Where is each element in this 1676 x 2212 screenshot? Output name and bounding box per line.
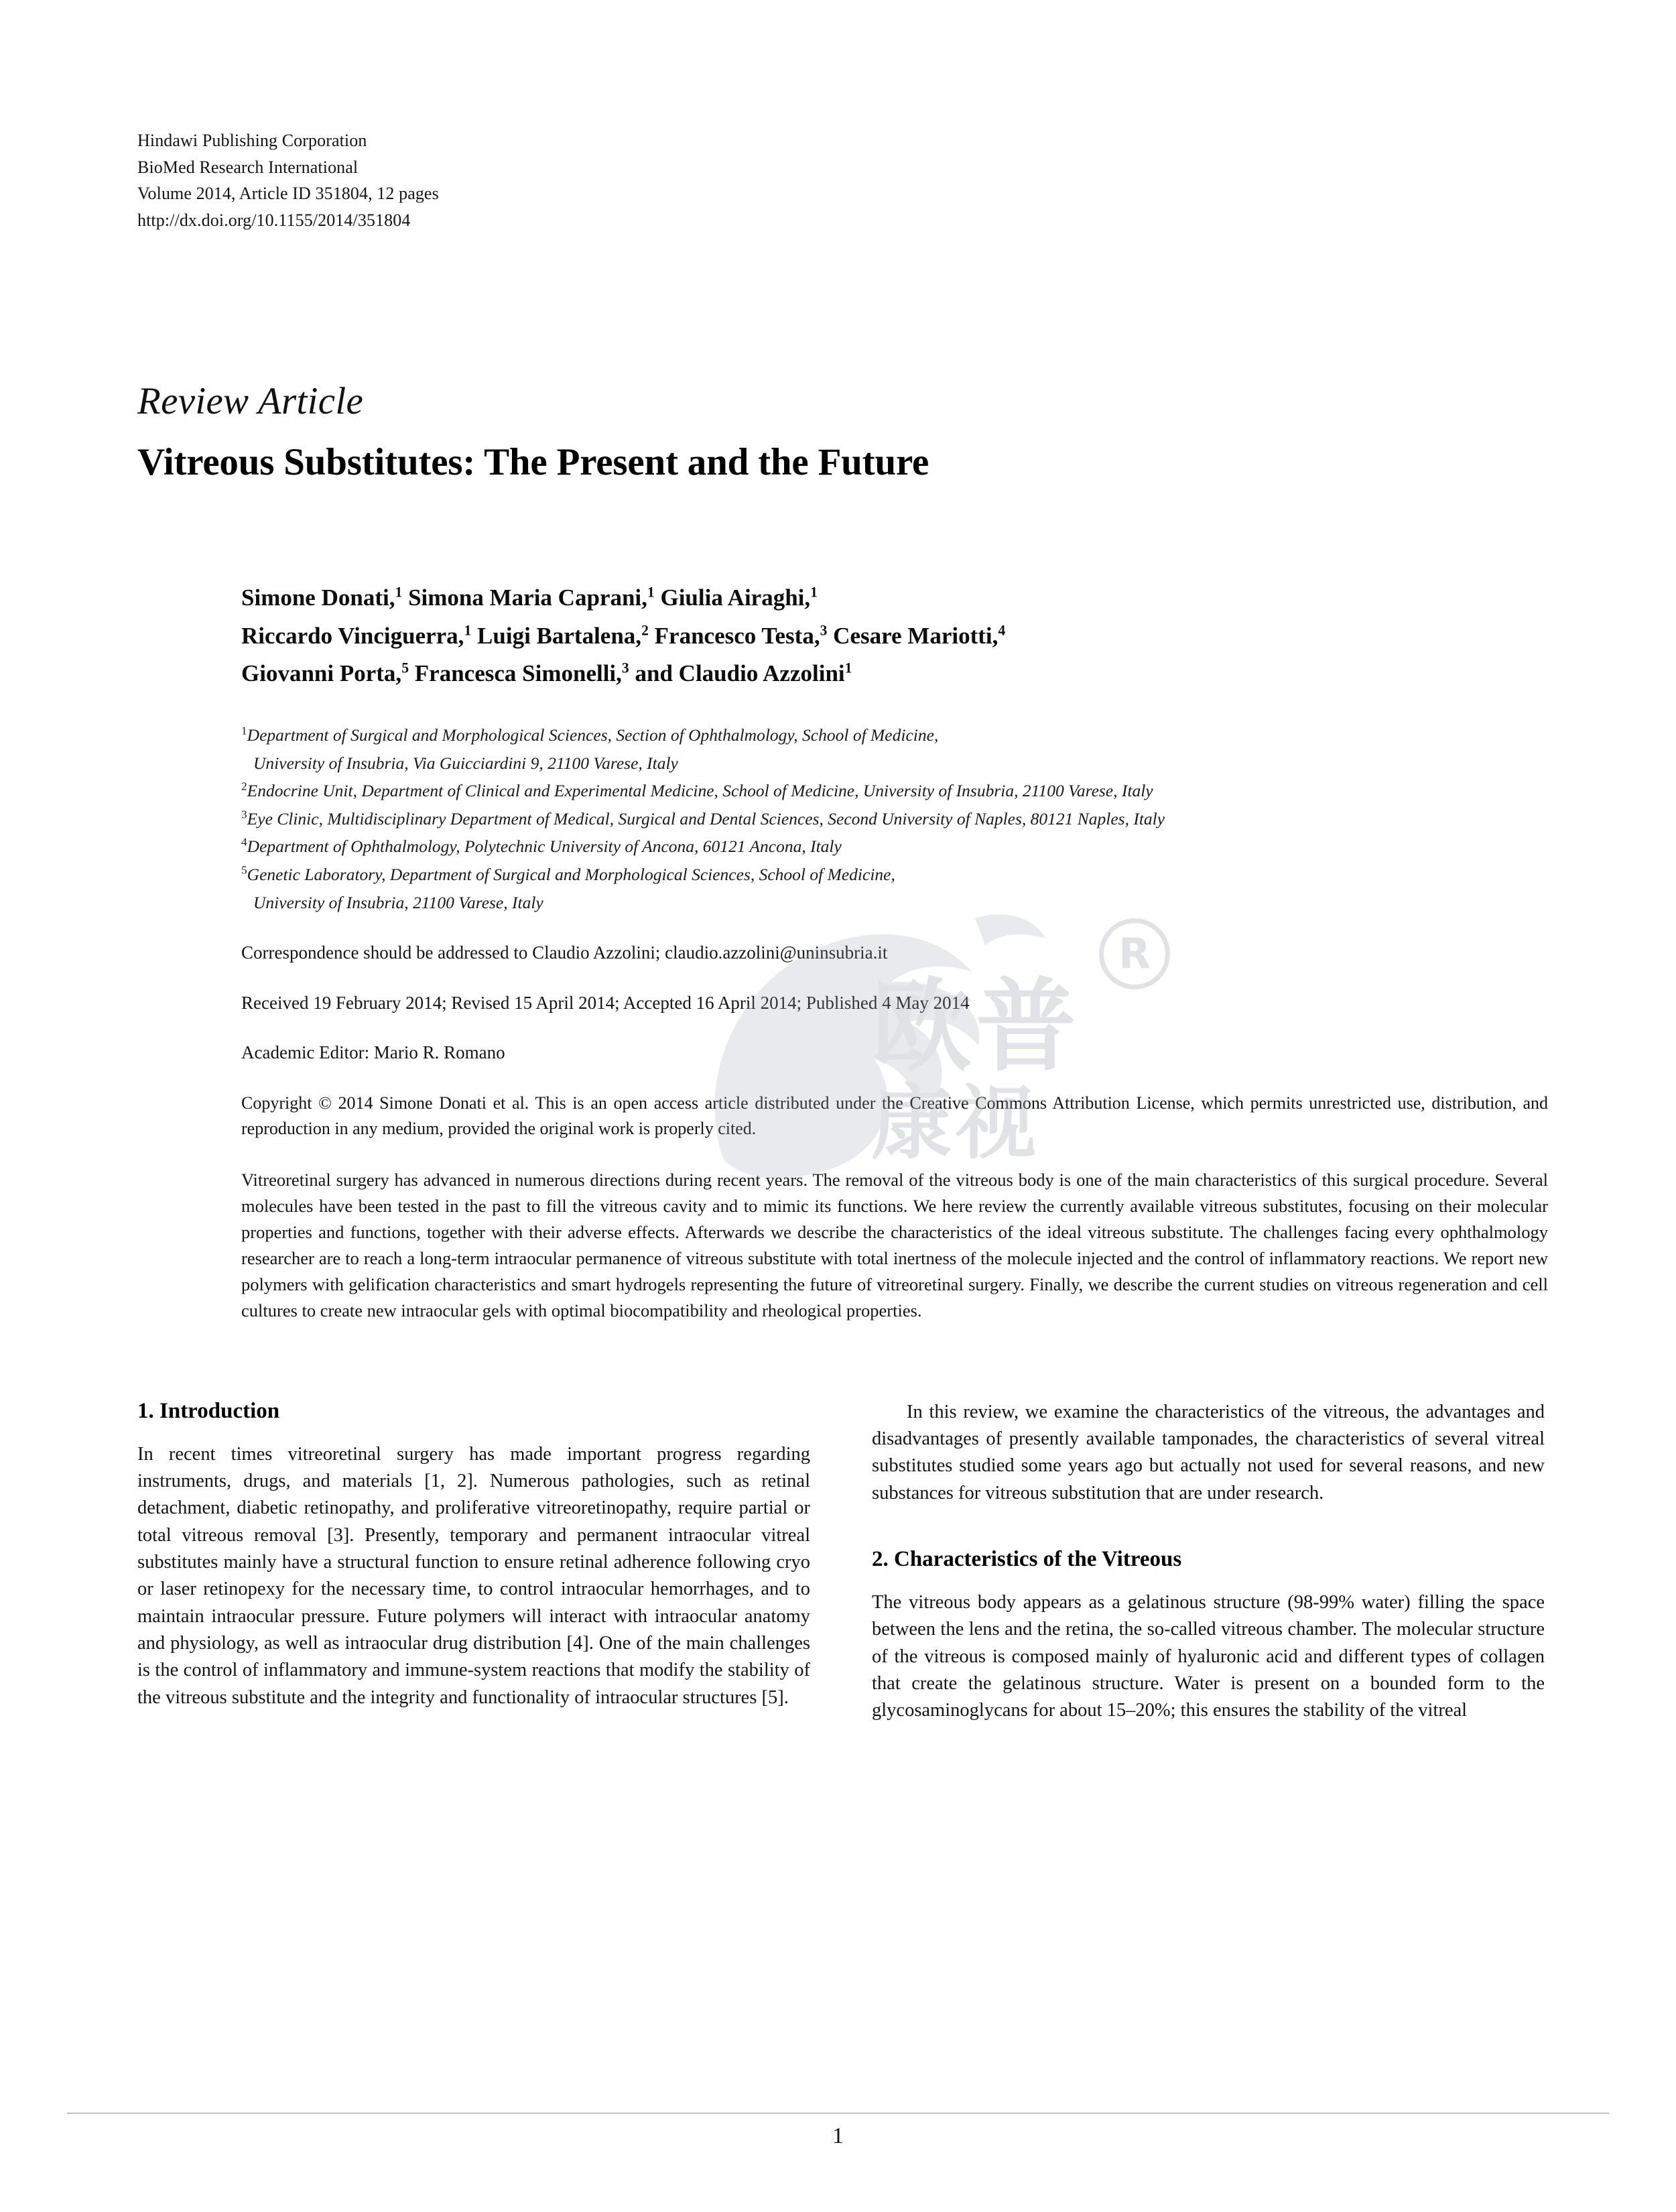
affiliation-cont: University of Insubria, Via Guicciardini 9, 21100 Varese, Italy: [253, 753, 678, 773]
page-title: Vitreous Substitutes: The Present and the Future: [137, 441, 929, 484]
affiliation-1: $^1$Department of Surgical and Morphological Sciences, Section of Ophthalmology, School of Medicine, University of Insubria, Via Guicciardini 9, 21100 Varese, Italy: [241, 721, 1545, 777]
watermark-text-secondary: 康视: [871, 1077, 1040, 1170]
watermark-text-primary: 欧普: [871, 969, 1081, 1085]
paragraph-review-scope: In this review, we examine the characteristics of the vitreous, the advantages and disadvantages of presently available tamponades, the characteristics of several vitreal substitutes studied some years ago but actually not used for several reasons, and new substances for vitreous substitution that are under research.: [872, 1401, 1545, 1503]
left-column: [137, 1399, 810, 1725]
paragraph-intro: In recent times vitreoretinal surgery has made important progress regarding instruments, drugs, and materials [1, 2]. Numerous pathologies, such as retinal detachment, diabetic retinopathy, and proliferative vitreoretinopathy, require partial or total vitreous removal [3]. Presently, temporary and permanent intraocular vitreal substitutes mainly have a structural function to ensure retinal adherence following cryo or laser retinopexy for the necessary time, to control intraocular hemorrhages, and to maintain intraocular pressure. Future polymers will interact with intraocular anatomy and physiology, as well as intraocular drug distribution [4]. One of the main challenges is the control of inflammatory and immune-system reactions that modify the stability of the vitreous substitute and the integrity and functionality of intraocular structures [5].: [137, 1443, 810, 1708]
article-type: Review Article: [137, 380, 364, 423]
body-columns: [137, 1399, 1545, 1725]
author-line-2: Riccardo Vinciguerra,$^1$ Luigi Bartalena,$^2$ Francesco Testa,$^3$ Cesare Mariotti,$^4$: [241, 622, 1006, 649]
volume-info: Volume 2014, Article ID 351804, 12 pages: [137, 184, 439, 204]
affiliation-text: Endocrine Unit, Department of Clinical and Experimental Medicine, School of Medicine, University of Insubria, 21100 Varese, Italy: [247, 781, 1153, 801]
author-line-1: Simone Donati,$^1$ Simona Maria Caprani,$^1$ Giulia Airaghi,$^1$: [241, 584, 818, 611]
affiliation-text: Department of Surgical and Morphological Sciences, Section of Ophthalmology, School of Medicine,: [247, 725, 939, 745]
section-heading-introduction: 1. Introduction: [137, 1398, 280, 1423]
section-heading-characteristics: 2. Characteristics of the Vitreous: [872, 1546, 1182, 1571]
affiliation-5: $^5$Genetic Laboratory, Department of Surgical and Morphological Sciences, School of Medicine, University of Insubria, 21100 Varese, Italy: [241, 861, 1545, 916]
publisher-masthead: [137, 127, 1545, 233]
copyright-statement: Copyright © 2014 Simone Donati et al. This is an open access article distributed under the Creative Commons Attribution License, which permits unrestricted use, distribution, and reproduction in any medium, provided the original work is properly cited.: [241, 1093, 1548, 1138]
affiliation-3: $^3$Eye Clinic, Multidisciplinary Department of Medical, Surgical and Dental Sciences, Second University of Naples, 80121 Naples, Italy: [241, 808, 1165, 828]
article-meta: [241, 939, 1545, 1066]
abstract-text: Vitreoretinal surgery has advanced in numerous directions during recent years. The removal of the vitreous body is one of the main characteristics of this surgical procedure. Several molecules have been tested in the past to fill the vitreous cavity and to mimic its functions. We here review the currently available vitreous substitutes, focusing on their molecular properties and functions, together with their adverse effects. Afterwards we describe the characteristics of the ideal vitreous substitute. The challenges facing every ophthalmology researcher are to reach a long-term intraocular permanence of vitreous substitute with total inertness of the molecule injected and the control of inflammatory reactions. We report new polymers with gelification characteristics and smart hydrogels representing the future of vitreoretinal surgery. Finally, we describe the current studies on vitreous regeneration and cell cultures to create new intraocular gels with optimal biocompatibility and rheological properties.: [241, 1170, 1548, 1320]
author-list: [241, 579, 1545, 693]
affiliation-2: $^2$Endocrine Unit, Department of Clinical and Experimental Medicine, School of Medicine, University of Insubria, 21100 Varese, Italy: [241, 780, 1153, 801]
academic-editor-line: Academic Editor: Mario R. Romano: [241, 1042, 505, 1063]
paragraph-vitreous-body: The vitreous body appears as a gelatinous structure (98-99% water) filling the space between the lens and the retina, the so-called vitreous chamber. The molecular structure of the vitreous is composed mainly of hyaluronic acid and different types of collagen that create the gelatinous structure. Water is present on a bounded form to the glycosaminoglycans for about 15–20%; this ensures the stability of the vitreal: [872, 1591, 1545, 1721]
page-content: [137, 127, 1548, 1725]
right-column: [872, 1399, 1545, 1725]
registered-mark-icon: R: [1099, 918, 1170, 989]
affiliation-4: $^4$Department of Ophthalmology, Polytechnic University of Ancona, 60121 Ancona, Italy: [241, 835, 842, 857]
affiliation-cont: University of Insubria, 21100 Varese, Italy: [253, 892, 543, 912]
page-number: 1: [832, 2124, 844, 2148]
correspondence-line: Correspondence should be addressed to Claudio Azzolini; claudio.azzolini@uninsubria.it: [241, 942, 888, 963]
history-dates-line: Received 19 February 2014; Revised 15 April 2014; Accepted 16 April 2014; Published 4 May 2014: [241, 992, 970, 1013]
affiliation-text: Department of Ophthalmology, Polytechnic University of Ancona, 60121 Ancona, Italy: [247, 837, 842, 857]
doi-url: http://dx.doi.org/10.1155/2014/351804: [137, 210, 411, 230]
affiliation-text: Genetic Laboratory, Department of Surgical and Morphological Sciences, School of Medicine,: [247, 864, 895, 884]
journal-name: BioMed Research International: [137, 157, 359, 177]
author-line-3: Giovanni Porta,$^5$ Francesca Simonelli,$^3$ and Claudio Azzolini$^1$: [241, 660, 852, 687]
publisher-name: Hindawi Publishing Corporation: [137, 131, 367, 150]
affiliation-text: Eye Clinic, Multidisciplinary Department of Medical, Surgical and Dental Sciences, Second University of Naples, 80121 Naples, Italy: [247, 808, 1165, 828]
affiliation-list: [241, 721, 1545, 916]
